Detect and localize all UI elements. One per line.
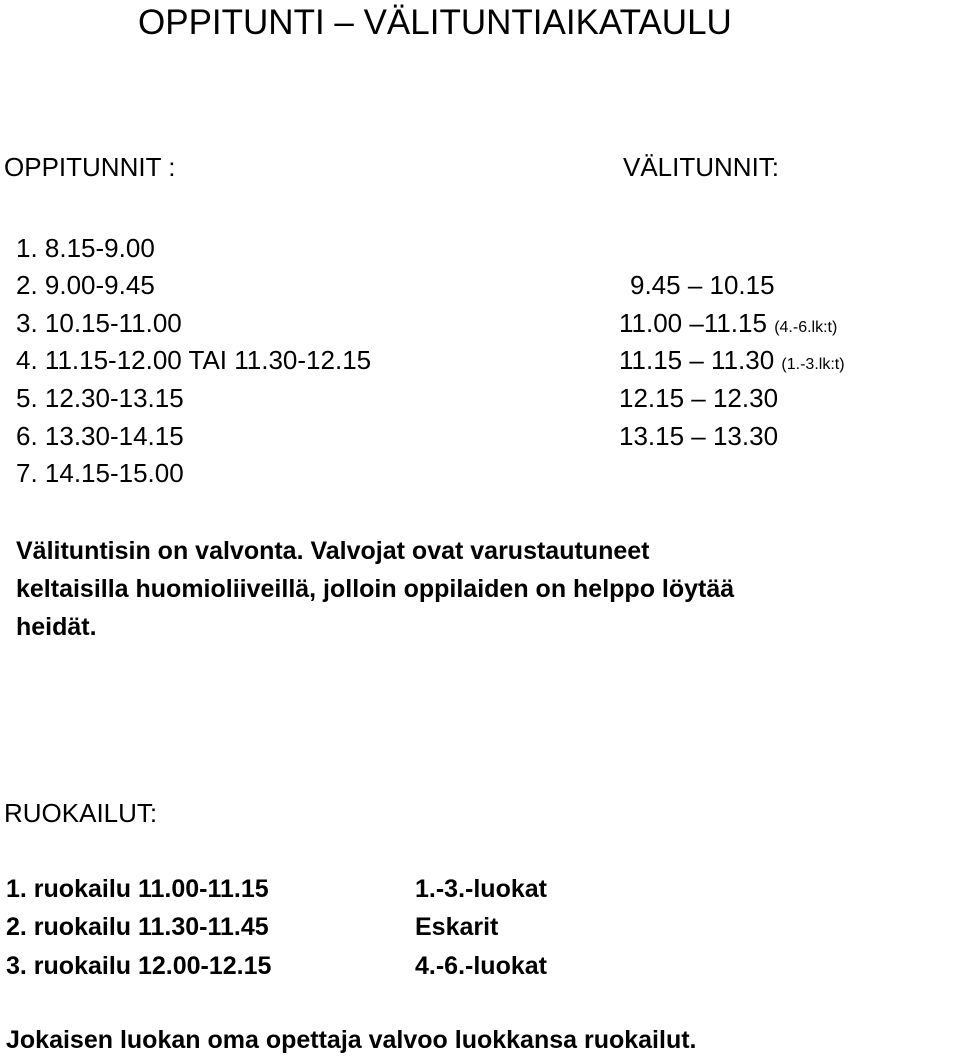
recess-time: 11.15 – 11.30 (619, 345, 775, 375)
footer-note: Jokaisen luokan oma opettaja valvoo luokkansa ruokailut. (6, 1026, 697, 1054)
recess-note: (1.-3.lk:t) (781, 356, 845, 373)
supervision-line: Välituntisin on valvonta. Valvojat ovat varustautuneet (16, 537, 650, 565)
recess-item (630, 272, 775, 298)
lesson-item: 2. 9.00-9.45 (16, 270, 155, 300)
recess-time: 13.15 – 13.30 (619, 421, 779, 451)
lunch-group: 4.-6.-luokat (415, 952, 547, 980)
lesson-item: 4. 11.15-12.00 TAI 11.30-12.15 (16, 345, 372, 375)
lessons-heading: OPPITUNNIT : (4, 152, 176, 182)
lunch-group: Eskarit (415, 913, 499, 941)
lunches-heading: RUOKAILUT: (4, 798, 158, 828)
lunch-slot: 3. ruokailu 12.00-12.15 (6, 952, 272, 980)
recess-time: 11.00 –11.15 (619, 308, 767, 338)
supervision-line: heidät. (16, 613, 97, 641)
lesson-item: 1. 8.15-9.00 (16, 233, 155, 263)
recess-item (619, 385, 778, 411)
supervision-line: keltaisilla huomioliiveillä, jolloin oppilaiden on helppo löytää (16, 575, 735, 603)
lunch-slot: 2. ruokailu 11.30-11.45 (6, 913, 269, 941)
recess-note: (4.-6.lk:t) (774, 319, 838, 336)
recess-item (619, 423, 778, 449)
recess-time: 12.15 – 12.30 (619, 383, 779, 413)
lesson-item: 3. 10.15-11.00 (16, 308, 182, 338)
page-title: OPPITUNTI – VÄLITUNTIAIKATAULU (138, 3, 732, 42)
lesson-item: 5. 12.30-13.15 (16, 383, 184, 413)
recesses-heading: VÄLITUNNIT: (623, 152, 780, 182)
lesson-item: 6. 13.30-14.15 (16, 421, 184, 451)
recess-item (619, 347, 845, 373)
recess-item (619, 310, 837, 336)
lunch-group: 1.-3.-luokat (415, 875, 547, 903)
lesson-item: 7. 14.15-15.00 (16, 458, 184, 488)
recess-time: 9.45 – 10.15 (630, 270, 775, 300)
lunch-slot: 1. ruokailu 11.00-11.15 (6, 875, 269, 903)
